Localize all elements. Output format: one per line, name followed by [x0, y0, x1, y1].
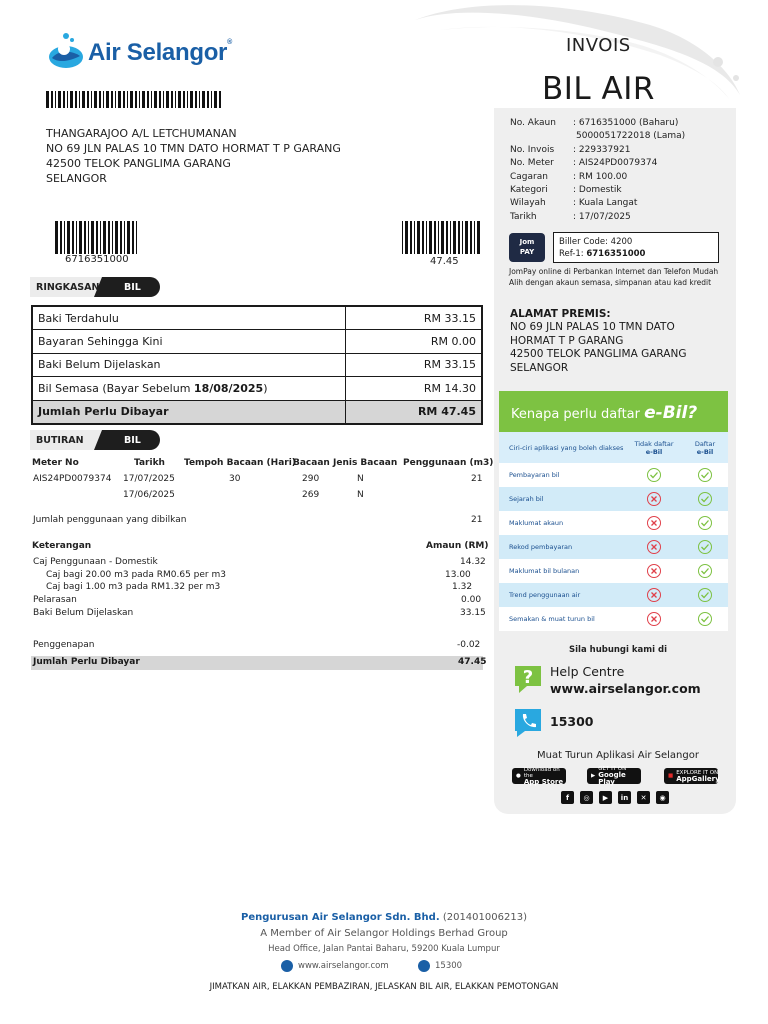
barcode-bar — [127, 221, 130, 254]
barcode-bar — [450, 221, 451, 254]
ebil-feature-label: Trend penggunaan air — [509, 591, 581, 599]
barcode-bar — [63, 91, 65, 108]
check-icon — [697, 611, 713, 627]
barcode-bar — [111, 91, 113, 108]
footer-company-line — [0, 912, 768, 923]
ebil-comparison-table — [499, 432, 728, 631]
barcode-bar — [112, 221, 113, 254]
check-icon — [697, 515, 713, 531]
barcode-bar — [417, 221, 420, 254]
info-value: : 6716351000 (Baharu) — [573, 118, 679, 128]
ebil-not-registered-mark — [626, 515, 682, 531]
globe-icon — [281, 960, 293, 972]
footer-phone[interactable] — [418, 960, 462, 972]
premises-address — [510, 308, 686, 375]
cross-icon — [646, 539, 662, 555]
cross-icon — [646, 515, 662, 531]
jompay-logo — [509, 233, 545, 262]
ebil-col3-label: Daftar — [694, 439, 716, 448]
barcode-bar — [474, 221, 475, 254]
charge-sub-label: Caj bagi 20.00 m3 pada RM0.65 per m3 — [46, 570, 226, 580]
charges-total-label: Jumlah Perlu Dibayar — [33, 657, 140, 667]
invoice-label: INVOIS — [566, 35, 631, 56]
top-barcode — [46, 91, 224, 108]
barcode-bar — [462, 221, 463, 254]
ebil-col-registered — [682, 440, 728, 456]
barcode-bar — [214, 91, 217, 108]
barcode-bar — [84, 221, 86, 254]
barcode-bar — [178, 91, 181, 108]
charge-value: 0.00 — [461, 595, 482, 605]
page-title: BIL AIR — [542, 71, 655, 107]
barcode-bar — [219, 91, 221, 108]
premises-title: ALAMAT PREMIS: — [510, 308, 611, 320]
barcode-bar — [70, 91, 73, 108]
ref-value: 6716351000 — [586, 249, 646, 259]
customer-address — [46, 126, 341, 186]
info-key: Tarikh — [510, 211, 537, 222]
water-drop-icon — [46, 30, 86, 70]
ebil-row — [499, 607, 728, 631]
ebil-row — [499, 583, 728, 607]
brand-name: Air Selangor — [88, 39, 228, 66]
svg-text:?: ? — [522, 667, 534, 688]
tab-label-ringkasan: RINGKASAN — [30, 277, 102, 297]
ebil-row — [499, 511, 728, 535]
address-line-2: 42500 TELOK PANGLIMA GARANG — [46, 157, 231, 170]
barcode-bar — [79, 91, 80, 108]
barcode-bar — [183, 91, 185, 108]
ebil-feature-label: Semakan & muat turun bil — [509, 615, 595, 623]
ebil-not-registered-mark — [626, 563, 682, 579]
summary-label: Bayaran Sehingga Kini — [32, 330, 345, 354]
footer-company: Pengurusan Air Selangor Sdn. Bhd. — [241, 912, 440, 923]
barcode-bar — [465, 221, 468, 254]
charge-sub-value: 13.00 — [445, 570, 471, 580]
barcode-bar — [187, 91, 188, 108]
barcode-bar — [132, 221, 134, 254]
reading-value: 269 — [302, 490, 320, 500]
ebil-registered-mark — [682, 611, 728, 627]
ebil-col-features: Ciri-ciri aplikasi yang boleh diakses — [509, 443, 624, 452]
summary-row — [32, 353, 482, 377]
reading-days: 30 — [229, 474, 241, 484]
check-icon — [646, 467, 662, 483]
info-value: : Kuala Langat — [573, 198, 638, 209]
ebil-registered-mark — [682, 515, 728, 531]
charges-header-amount: Amaun (RM) — [426, 541, 489, 551]
info-value: : 17/07/2025 — [573, 211, 631, 222]
info-key: No. Akaun — [510, 118, 556, 128]
summary-total-value: RM 47.45 — [345, 400, 482, 424]
footer-phone-icon — [418, 960, 430, 972]
barcode-bar — [438, 221, 439, 254]
barcode-bar — [106, 91, 109, 108]
ebil-row — [499, 535, 728, 559]
charge-sub-label: Caj bagi 1.00 m3 pada RM1.32 per m3 — [46, 582, 221, 592]
barcode-bar — [64, 221, 65, 254]
barcode-bar — [142, 91, 145, 108]
footer-phone-text: 15300 — [435, 961, 463, 971]
barcode-bar — [458, 221, 460, 254]
barcode-bar — [67, 221, 70, 254]
store-small: EXPLORE IT ON — [676, 769, 719, 776]
charge-value: 14.32 — [460, 557, 486, 567]
barcode-bar — [96, 221, 98, 254]
summary-total-row — [32, 400, 482, 424]
barcode-bar — [51, 91, 53, 108]
barcode-bar — [207, 91, 209, 108]
footer-member: A Member of Air Selangor Holdings Berhad Group — [260, 928, 508, 939]
due-date: 18/08/2025 — [193, 381, 264, 395]
check-icon — [697, 539, 713, 555]
info-key: Wilayah — [510, 198, 546, 209]
ebil-not-registered-mark — [626, 587, 682, 603]
play-icon: ▶ — [591, 773, 596, 779]
current-bill-label: Bil Semasa (Bayar Sebelum — [38, 381, 194, 395]
barcode-bar — [130, 91, 133, 108]
biller-code: Biller Code: 4200 — [559, 237, 633, 247]
info-key: No. Meter — [510, 158, 554, 169]
reading-date: 17/06/2025 — [123, 490, 175, 500]
barcode-bar — [195, 91, 197, 108]
jompay-logo-bottom: PAY — [519, 248, 535, 256]
barcode-bar — [426, 221, 427, 254]
ebil-registered-mark — [682, 587, 728, 603]
ebil-header-row — [499, 432, 728, 463]
check-icon — [697, 563, 713, 579]
summary-row — [32, 377, 482, 401]
barcode-bar — [124, 221, 125, 254]
help-centre-url[interactable]: www.airselangor.com — [550, 681, 701, 696]
account-info — [510, 117, 685, 224]
air-selangor-logo — [46, 30, 256, 76]
cross-icon — [646, 611, 662, 627]
barcode-bar — [91, 91, 92, 108]
barcode-bar — [75, 91, 77, 108]
cross-icon — [646, 563, 662, 579]
summary-label: Baki Terdahulu — [32, 306, 345, 330]
jompay-logo-top: Jom — [519, 238, 535, 246]
registered-mark: ® — [227, 39, 232, 46]
barcode-bar — [211, 91, 212, 108]
ebil-registered-mark — [682, 491, 728, 507]
barcode-bar — [446, 221, 448, 254]
barcode-bar — [91, 221, 94, 254]
tab-label-butiran: BUTIRAN — [30, 430, 102, 450]
barcode-bar — [67, 91, 68, 108]
col-jenis-bacaan: Jenis Bacaan — [333, 458, 398, 468]
rounding-value: -0.02 — [457, 640, 481, 650]
check-icon — [697, 491, 713, 507]
youtube-icon[interactable]: ▶ — [599, 791, 612, 804]
linkedin-icon[interactable]: in — [618, 791, 631, 804]
barcode-bar — [120, 221, 122, 254]
footer-reg: (201401006213) — [439, 912, 527, 923]
contact-title: Sila hubungi kami di — [569, 645, 668, 655]
amount-barcode-number: 47.45 — [430, 256, 459, 267]
barcode-bar — [429, 221, 432, 254]
charge-label: Pelarasan — [33, 595, 77, 605]
store-small: Download on the — [523, 766, 560, 779]
summary-total-label: Jumlah Perlu Dibayar — [32, 400, 345, 424]
barcode-bar — [135, 91, 137, 108]
instagram-icon[interactable]: ◎ — [580, 791, 593, 804]
charge-label: Caj Penggunaan - Domestik — [33, 557, 158, 567]
footer-web-text: www.airselangor.com — [298, 961, 389, 971]
barcode-bar — [94, 91, 97, 108]
summary-label: Baki Belum Dijelaskan — [32, 353, 345, 377]
rounding-label: Penggenapan — [33, 640, 95, 650]
barcode-bar — [115, 91, 116, 108]
barcode-bar — [190, 91, 193, 108]
reading-type: N — [357, 474, 364, 484]
barcode-bar — [166, 91, 169, 108]
social-links — [561, 791, 669, 804]
summary-table — [31, 305, 483, 425]
barcode-bar — [100, 221, 101, 254]
info-value: : Domestik — [573, 185, 622, 196]
barcode-bar — [441, 221, 444, 254]
ebil-not-registered-mark — [626, 539, 682, 555]
download-app-label: Muat Turun Aplikasi Air Selangor — [537, 750, 699, 761]
footer-slogan: JIMATKAN AIR, ELAKKAN PEMBAZIRAN, JELASKAN BIL AIR, ELAKKAN PEMOTONGAN — [209, 982, 559, 992]
customer-name: THANGARAJOO A/L LETCHUMANAN — [46, 127, 237, 140]
barcode-bar — [46, 91, 49, 108]
ebil-col-not-registered — [626, 440, 682, 456]
help-question-icon — [511, 662, 545, 696]
huawei-icon: ■ — [668, 773, 674, 779]
app-gallery-badge[interactable] — [664, 768, 718, 784]
barcode-bar — [171, 91, 173, 108]
barcode-bar — [82, 91, 85, 108]
ebil-registered-mark — [682, 539, 728, 555]
summary-value: RM 33.15 — [345, 353, 482, 377]
ebil-feature-label: Maklumat bil bulanan — [509, 567, 580, 575]
ebil-registered-mark — [682, 467, 728, 483]
barcode-bar — [434, 221, 436, 254]
summary-value: RM 14.30 — [345, 377, 482, 401]
ebil-row — [499, 559, 728, 583]
ebil-title-prefix: Kenapa perlu daftar — [511, 407, 645, 422]
ebil-feature-label: Rekod pembayaran — [509, 543, 573, 551]
barcode-bar — [103, 221, 106, 254]
barcode-bar — [470, 221, 472, 254]
col-bacaan: Bacaan — [293, 458, 330, 468]
tab-label-bil: BIL — [102, 277, 160, 297]
barcode-bar — [88, 221, 89, 254]
jompay-note: JomPay online di Perbankan Internet dan Telefon Mudah Alih dengan akaun semasa, simpanan atau kad kredit — [509, 267, 719, 287]
charge-sub-value: 1.32 — [452, 582, 473, 592]
barcode-bar — [58, 91, 61, 108]
barcode-bar — [87, 91, 89, 108]
barcode-bar — [79, 221, 82, 254]
ebil-registered-mark — [682, 563, 728, 579]
charges-total-bar — [31, 656, 487, 670]
barcode-bar — [151, 91, 152, 108]
barcode-bar — [136, 221, 137, 254]
premises-line: HORMAT T P GARANG — [510, 334, 624, 347]
charges-header-label: Keterangan — [32, 541, 92, 551]
ebil-col2-label: Tidak daftar — [634, 439, 674, 448]
cross-icon — [646, 587, 662, 603]
barcode-bar — [99, 91, 101, 108]
info-key: No. Invois — [510, 144, 555, 155]
check-icon — [697, 467, 713, 483]
barcode-bar — [414, 221, 415, 254]
info-value: : RM 100.00 — [573, 171, 628, 182]
barcode-bar — [115, 221, 118, 254]
cross-icon — [646, 491, 662, 507]
col-penggunaan: Penggunaan (m3) — [403, 458, 494, 468]
premises-line: NO 69 JLN PALAS 10 TMN DATO — [510, 321, 675, 334]
info-key: Cagaran — [510, 171, 548, 182]
reading-value: 290 — [302, 474, 320, 484]
billed-usage-label: Jumlah penggunaan yang dibilkan — [33, 515, 187, 525]
section-tab-ringkasan — [30, 277, 160, 297]
ebil-row — [499, 487, 728, 511]
col-meter-no: Meter No — [32, 458, 79, 468]
section-tab-butiran — [30, 430, 160, 450]
facebook-icon[interactable]: f — [561, 791, 574, 804]
summary-label-current — [32, 377, 345, 401]
summary-row — [32, 330, 482, 354]
barcode-bar — [163, 91, 164, 108]
ebil-not-registered-mark — [626, 467, 682, 483]
ebil-not-registered-mark — [626, 611, 682, 627]
info-value: : AIS24PD0079374 — [573, 158, 658, 169]
barcode-bar — [139, 91, 140, 108]
tab-label-bil: BIL — [102, 430, 160, 450]
address-line-3: SELANGOR — [46, 172, 107, 185]
reading-type: N — [357, 490, 364, 500]
barcode-bar — [175, 91, 176, 108]
account-barcode — [55, 221, 140, 254]
barcode-bar — [405, 221, 408, 254]
barcode-bar — [202, 91, 205, 108]
info-value: 5000051722018 (Lama) — [576, 131, 686, 142]
barcode-bar — [123, 91, 125, 108]
store-small: GET IT ON — [598, 766, 627, 772]
col-tarikh: Tarikh — [134, 458, 165, 468]
meter-no-value: AIS24PD0079374 — [33, 474, 112, 484]
help-centre-label: Help Centre — [550, 664, 625, 679]
barcode-bar — [118, 91, 121, 108]
ebil-feature-label: Maklumat akaun — [509, 519, 564, 527]
summary-row — [32, 306, 482, 330]
store-big: AppGallery — [676, 774, 720, 783]
account-barcode-number: 6716351000 — [65, 254, 129, 265]
info-value: : 229337921 — [573, 144, 631, 155]
info-key: Kategori — [510, 185, 548, 196]
address-line-1: NO 69 JLN PALAS 10 TMN DATO HORMAT T P GARANG — [46, 142, 341, 155]
summary-value: RM 33.15 — [345, 306, 482, 330]
footer-office: Head Office, Jalan Pantai Baharu, 59200 Kuala Lumpur — [268, 944, 500, 954]
phone-number[interactable]: 15300 — [550, 714, 594, 729]
billed-usage-value: 21 — [471, 515, 483, 525]
biller-box — [553, 232, 719, 263]
barcode-bar — [154, 91, 157, 108]
check-icon — [697, 587, 713, 603]
summary-value: RM 0.00 — [345, 330, 482, 354]
threads-icon[interactable]: ◉ — [656, 791, 669, 804]
x-icon[interactable]: ✕ — [637, 791, 650, 804]
premises-line: 42500 TELOK PANGLIMA GARANG — [510, 348, 687, 361]
barcode-bar — [453, 221, 456, 254]
ebil-title-brand: e-Bil? — [644, 403, 698, 423]
barcode-bar — [199, 91, 200, 108]
apple-icon: ● — [516, 773, 521, 779]
barcode-bar — [410, 221, 412, 254]
barcode-bar — [60, 221, 62, 254]
ebil-col3-brand: e-Bil — [696, 447, 714, 456]
premises-line: SELANGOR — [510, 361, 569, 374]
reading-date: 17/07/2025 — [123, 474, 175, 484]
barcode-bar — [103, 91, 104, 108]
barcode-bar — [76, 221, 77, 254]
google-play-badge[interactable] — [587, 768, 641, 784]
ebil-feature-label: Pembayaran bil — [509, 471, 560, 479]
barcode-bar — [72, 221, 74, 254]
barcode-bar — [422, 221, 424, 254]
barcode-bar — [55, 91, 56, 108]
barcode-bar — [147, 91, 149, 108]
charges-total-value: 47.45 — [458, 657, 487, 667]
phone-icon — [511, 705, 545, 739]
ebil-row — [499, 463, 728, 487]
barcode-bar — [127, 91, 128, 108]
barcode-bar — [159, 91, 161, 108]
barcode-bar — [55, 221, 58, 254]
barcode-bar — [477, 221, 480, 254]
usage-value: 21 — [471, 474, 483, 484]
col-tempoh: Tempoh Bacaan (Hari) — [184, 458, 296, 468]
charge-value: 33.15 — [460, 608, 486, 618]
barcode-bar — [402, 221, 403, 254]
current-bill-label-end: ) — [263, 381, 268, 395]
ebil-banner[interactable] — [499, 391, 728, 432]
ebil-feature-label: Sejarah bil — [509, 495, 544, 503]
ebil-col2-brand: e-Bil — [645, 447, 663, 456]
app-store-badge[interactable] — [512, 768, 566, 784]
charge-label: Baki Belum Dijelaskan — [33, 608, 134, 618]
store-big: Google Play — [598, 771, 626, 786]
ref-label: Ref-1: — [559, 249, 587, 259]
store-big: App Store — [523, 777, 564, 786]
footer-web[interactable] — [281, 960, 389, 972]
amount-barcode — [402, 221, 483, 254]
ebil-not-registered-mark — [626, 491, 682, 507]
barcode-bar — [108, 221, 110, 254]
